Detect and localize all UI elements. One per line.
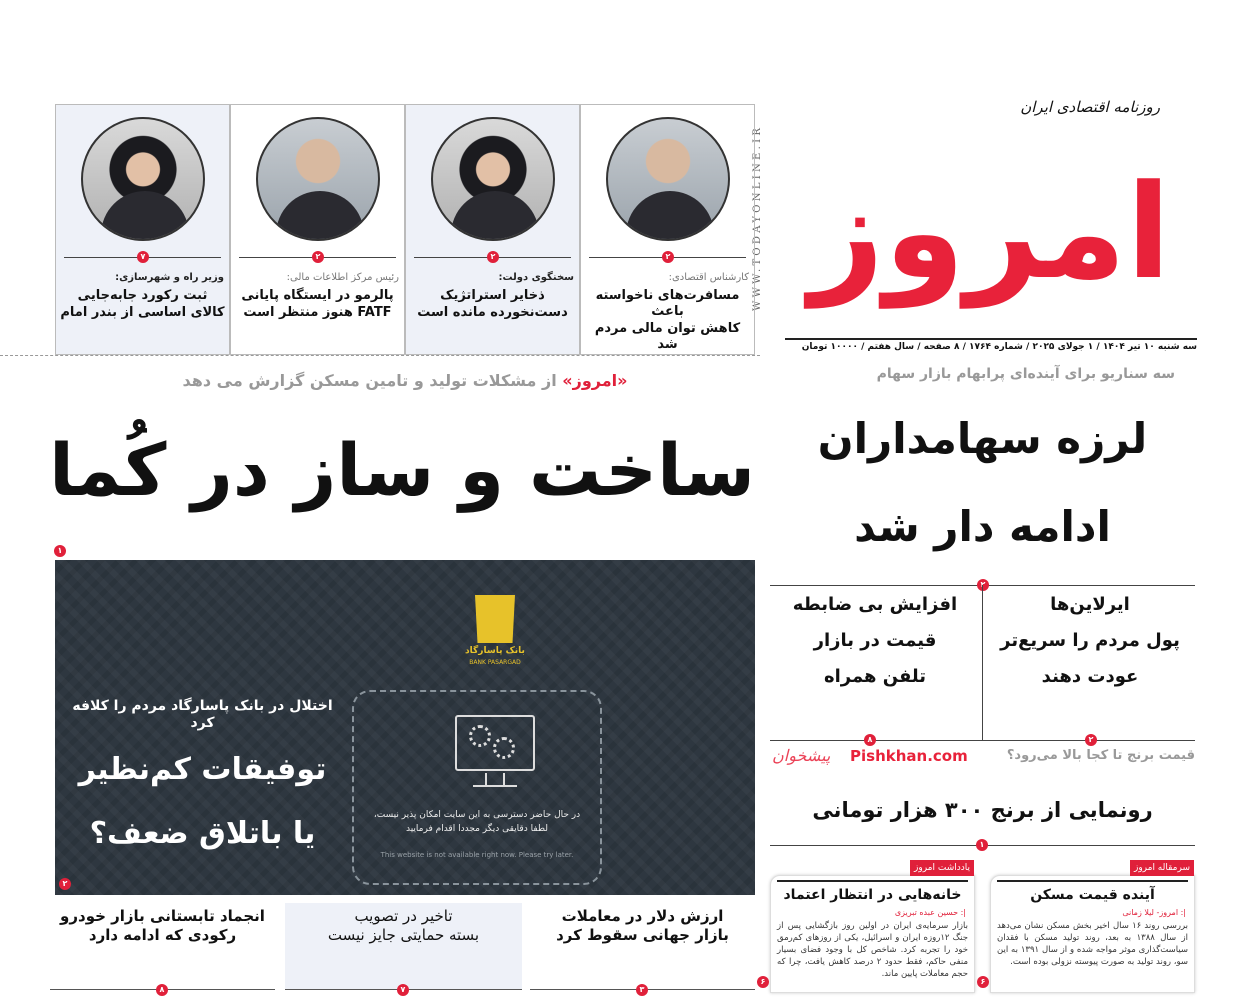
headline-line: ایرلاین‌ها bbox=[1050, 594, 1130, 615]
page-badge: ۱ bbox=[976, 839, 988, 851]
page-badge: ۶ bbox=[757, 976, 769, 988]
page-badge: ۷ bbox=[137, 251, 149, 263]
author: |: امروز- لیلا زمانی bbox=[1122, 908, 1186, 917]
rice-kicker: قیمت برنج تا کجا بالا می‌رود؟ bbox=[1006, 748, 1195, 763]
section-tag: سرمقاله امروز bbox=[1130, 860, 1194, 876]
portrait-photo bbox=[81, 117, 205, 241]
tagline: روزنامه اقتصادی ایران bbox=[1020, 98, 1160, 116]
headline-line: پول مردم را سریع‌تر bbox=[1000, 630, 1180, 651]
bank-headline[interactable]: یا باتلاق ضعف؟ bbox=[89, 816, 316, 851]
headline-line: تلفن همراه bbox=[823, 666, 927, 687]
bottom-story-dollar[interactable] bbox=[530, 903, 755, 994]
top-story-1[interactable] bbox=[580, 104, 755, 355]
headline-line: کاهش توان مالی مردم شد bbox=[594, 321, 741, 352]
bank-logo-en: BANK PASARGAD bbox=[469, 659, 521, 666]
page-badge: ۲ bbox=[487, 251, 499, 263]
lead-headline[interactable]: ساخت و ساز در کُما bbox=[49, 428, 755, 512]
divider bbox=[982, 585, 983, 740]
editorial-body: بررسی روند ۱۶ سال اخیر بخش مسکن نشان می‌دهد از سال ۱۳۸۸ به بعد، روند تولید مسکن با فقدان سیاست‌گذاری موثر مواجه شده و از سال ۱۳۹۱ به این سو، روند تولید به صورت پیوسته نزولی بوده است. bbox=[997, 921, 1189, 967]
headline-line: FATF هنوز منتظر است bbox=[243, 305, 392, 320]
divider bbox=[0, 355, 760, 356]
lead-kicker bbox=[55, 370, 755, 392]
headline-line: تاخیر در تصویب bbox=[354, 907, 453, 925]
speaker: کارشناس اقتصادی: bbox=[668, 272, 749, 283]
top-story-2[interactable] bbox=[405, 104, 580, 355]
kicker-text: از مشکلات تولید و تامین مسکن گزارش می دهد bbox=[182, 371, 563, 390]
headline-line: رکودی که ادامه دارد bbox=[88, 926, 237, 944]
bank-logo-text: بانک پاسارگاد bbox=[465, 646, 525, 656]
headline-line: ارزش دلار در معاملات bbox=[561, 907, 724, 925]
bank-kicker: اختلال در بانک پاسارگاد مردم را کلافه کرد bbox=[72, 698, 333, 731]
monitor-gears-icon bbox=[455, 715, 535, 771]
portrait-photo bbox=[606, 117, 730, 241]
top-story-3[interactable] bbox=[230, 104, 405, 355]
bottom-story-support[interactable] bbox=[285, 903, 522, 994]
section-tag: یادداشت امروز bbox=[910, 860, 974, 876]
headline-line: ذخایر استراتژیک bbox=[440, 288, 545, 303]
newspaper-logo: امروز bbox=[809, 156, 1171, 308]
page-badge: ۷ bbox=[397, 984, 409, 996]
headline-line: ثبت رکورد جابه‌جایی bbox=[77, 288, 208, 303]
speaker: رئیس مرکز اطلاعات مالی: bbox=[286, 272, 399, 283]
error-message-en: This website is not available right now. Please try later. bbox=[380, 851, 574, 859]
headline-line: پالرمو در ایستگاه پایانی bbox=[241, 288, 394, 303]
website-url: WWW.TODAYONLINE.IR bbox=[752, 124, 763, 311]
rice-headline[interactable]: رونمایی از برنج ۳۰۰ هزار تومانی bbox=[812, 798, 1153, 822]
page-badge: ۲ bbox=[662, 251, 674, 263]
page-badge: ۲ bbox=[59, 878, 71, 890]
right-headline[interactable]: لرزه سهامداران bbox=[817, 414, 1148, 463]
kicker-brand: «امروز» bbox=[562, 371, 628, 390]
portrait-photo bbox=[431, 117, 555, 241]
error-message: در حال حاضر دسترسی به این سایت امکان پذیر نیست، bbox=[373, 810, 581, 820]
headline-line: افزایش بی ضابطه bbox=[792, 594, 958, 615]
author: |: حسین عبده تبریزی bbox=[894, 908, 966, 917]
divider bbox=[770, 740, 1195, 741]
headline-line: مسافرت‌های ناخواسته باعث bbox=[595, 288, 740, 319]
bank-outage-image bbox=[55, 560, 755, 895]
page-badge: ۸ bbox=[156, 984, 168, 996]
story-mobile-prices[interactable] bbox=[772, 594, 978, 688]
bottom-story-car-market[interactable] bbox=[50, 903, 275, 994]
bank-logo-icon bbox=[470, 595, 520, 643]
top-story-4[interactable] bbox=[55, 104, 230, 355]
right-kicker: سه سناریو برای آینده‌ای پرابهام بازار سهام bbox=[876, 366, 1175, 382]
headline-line: دست‌نخورده مانده است bbox=[417, 305, 568, 320]
editorial-box[interactable] bbox=[980, 863, 1195, 993]
watermark-fa: پیشخوان bbox=[772, 746, 831, 765]
page-badge: ۳ bbox=[636, 984, 648, 996]
headline-line: قیمت در بازار bbox=[813, 630, 937, 651]
page-badge: ۲ bbox=[312, 251, 324, 263]
page-badge: ۸ bbox=[864, 734, 876, 746]
note-title: خانه‌هایی در انتظار اعتماد bbox=[777, 880, 968, 904]
page-badge: ۲ bbox=[1085, 734, 1097, 746]
page-badge: ۶ bbox=[977, 976, 989, 988]
story-airlines[interactable] bbox=[987, 594, 1193, 688]
headline-line: بسته حمایتی جایز نیست bbox=[327, 926, 480, 944]
headline-line: بازار جهانی سقوط کرد bbox=[556, 926, 729, 944]
headline-line: انجماد تابستانی بازار خودرو bbox=[60, 907, 265, 925]
dateline: سه شنبه ۱۰ تیر ۱۴۰۴ / ۱ جولای ۲۰۲۵ / شماره ۱۷۶۴ / ۸ صفحه / سال هفتم / ۱۰۰۰۰ تومان bbox=[785, 338, 1197, 353]
bank-headline[interactable]: توفیقات کم‌نظیر bbox=[78, 752, 327, 787]
page-badge: ۱ bbox=[54, 545, 66, 557]
headline-line: عودت دهند bbox=[1041, 666, 1139, 687]
note-box[interactable] bbox=[760, 863, 975, 993]
editorial-title: آینده قیمت مسکن bbox=[997, 880, 1188, 904]
error-message: لطفا دقایقی دیگر مجددا اقدام فرمایید bbox=[405, 824, 549, 834]
speaker: سخنگوی دولت: bbox=[498, 272, 574, 283]
right-headline[interactable]: ادامه دار شد bbox=[854, 502, 1111, 551]
watermark: Pishkhan.com bbox=[850, 747, 968, 765]
speaker: وزیر راه و شهرسازی: bbox=[115, 272, 224, 283]
headline-line: کالای اساسی از بندر امام bbox=[60, 305, 225, 320]
portrait-photo bbox=[256, 117, 380, 241]
page-badge: ۲ bbox=[977, 579, 989, 591]
note-body: بازار سرمایه‌ی ایران در اولین روز بازگشایی پس از جنگ ۱۲روزه ایران و اسرائیل، یکی از روزهای کم‌رمق خود را تجربه کرد. شاخص کل با وجود فضای بسیار منفی حاکم، فقط حدود ۲ درصد کاهش یافت، چرا که حجم معاملات پایین ماند. bbox=[777, 921, 968, 979]
